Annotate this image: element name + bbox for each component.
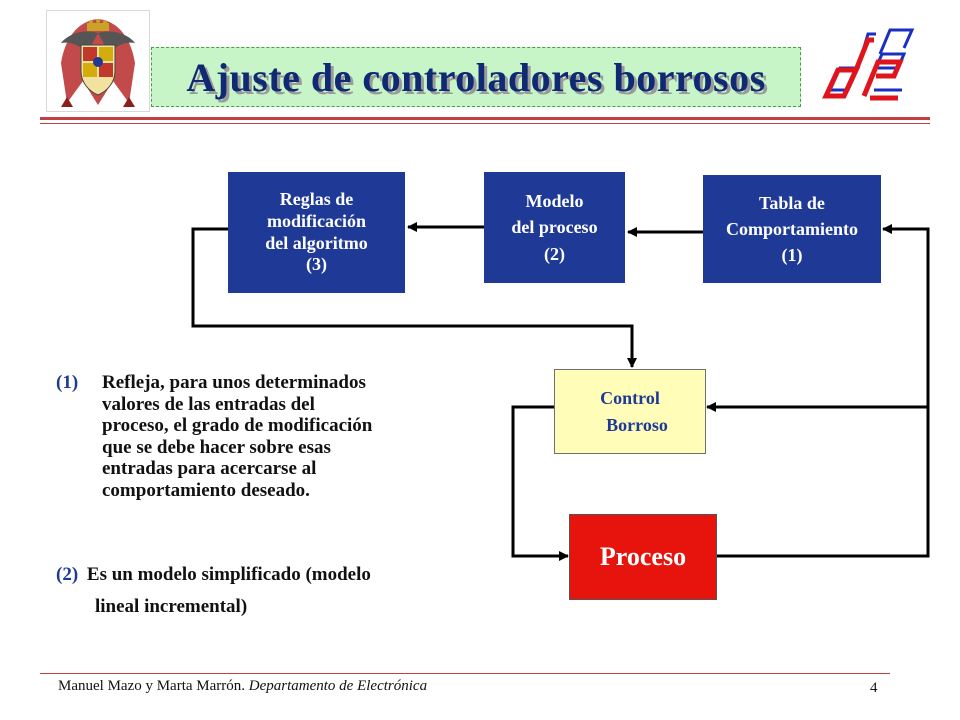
- slide-title: Ajuste de controladores borrosos: [186, 54, 766, 100]
- note-2: [56, 559, 496, 623]
- proceso-label: Proceso: [599, 542, 687, 571]
- block-control-borroso: [554, 369, 706, 454]
- note-1-line-6: comportamiento deseado.: [102, 479, 310, 501]
- block-tabla-comportamiento: [703, 175, 881, 283]
- note-1-line-4: que se debe hacer sobre esas: [102, 436, 331, 458]
- modelo-line-1: Modelo: [525, 191, 584, 212]
- footer-authors: Manuel Mazo y Marta Marrón.: [58, 678, 246, 694]
- note-1-line-2: valores de las entradas del: [102, 393, 315, 415]
- reglas-line-1: Reglas de: [279, 189, 354, 210]
- note-2-number: (2): [56, 564, 79, 585]
- reglas-line-2: modificación: [266, 210, 366, 231]
- note-1-number: (1): [56, 372, 79, 393]
- block-modelo-proceso: [484, 172, 625, 283]
- block-proceso: [569, 514, 717, 600]
- modelo-line-3: (2): [543, 243, 565, 264]
- note-1-line-3: proceso, el grado de modificación: [102, 415, 373, 436]
- tabla-line-3: (1): [781, 245, 803, 266]
- note-1-line-5: entradas para acercarse al: [102, 458, 317, 479]
- control-line-1: Control: [600, 387, 660, 408]
- reglas-line-3: del algoritmo: [265, 232, 368, 253]
- modelo-line-2: del proceso: [511, 217, 598, 238]
- note-1: [56, 372, 476, 501]
- block-reglas-modificacion: [228, 172, 405, 293]
- footer-credits: [58, 678, 427, 695]
- note-2-line-1: Es un modelo simplificado (modelo: [86, 564, 371, 585]
- reglas-line-4: (3): [305, 254, 327, 275]
- note-1-line-1: Refleja, para unos determinados: [102, 372, 366, 393]
- footer-divider: [40, 673, 890, 674]
- page-number: 4: [870, 680, 878, 696]
- note-2-line-2: lineal incremental): [95, 596, 248, 617]
- tabla-line-2: Comportamiento: [726, 218, 858, 239]
- footer-department: Departamento de Electrónica: [248, 678, 428, 694]
- tabla-line-1: Tabla de: [759, 192, 825, 213]
- control-line-2: Borroso: [606, 414, 668, 435]
